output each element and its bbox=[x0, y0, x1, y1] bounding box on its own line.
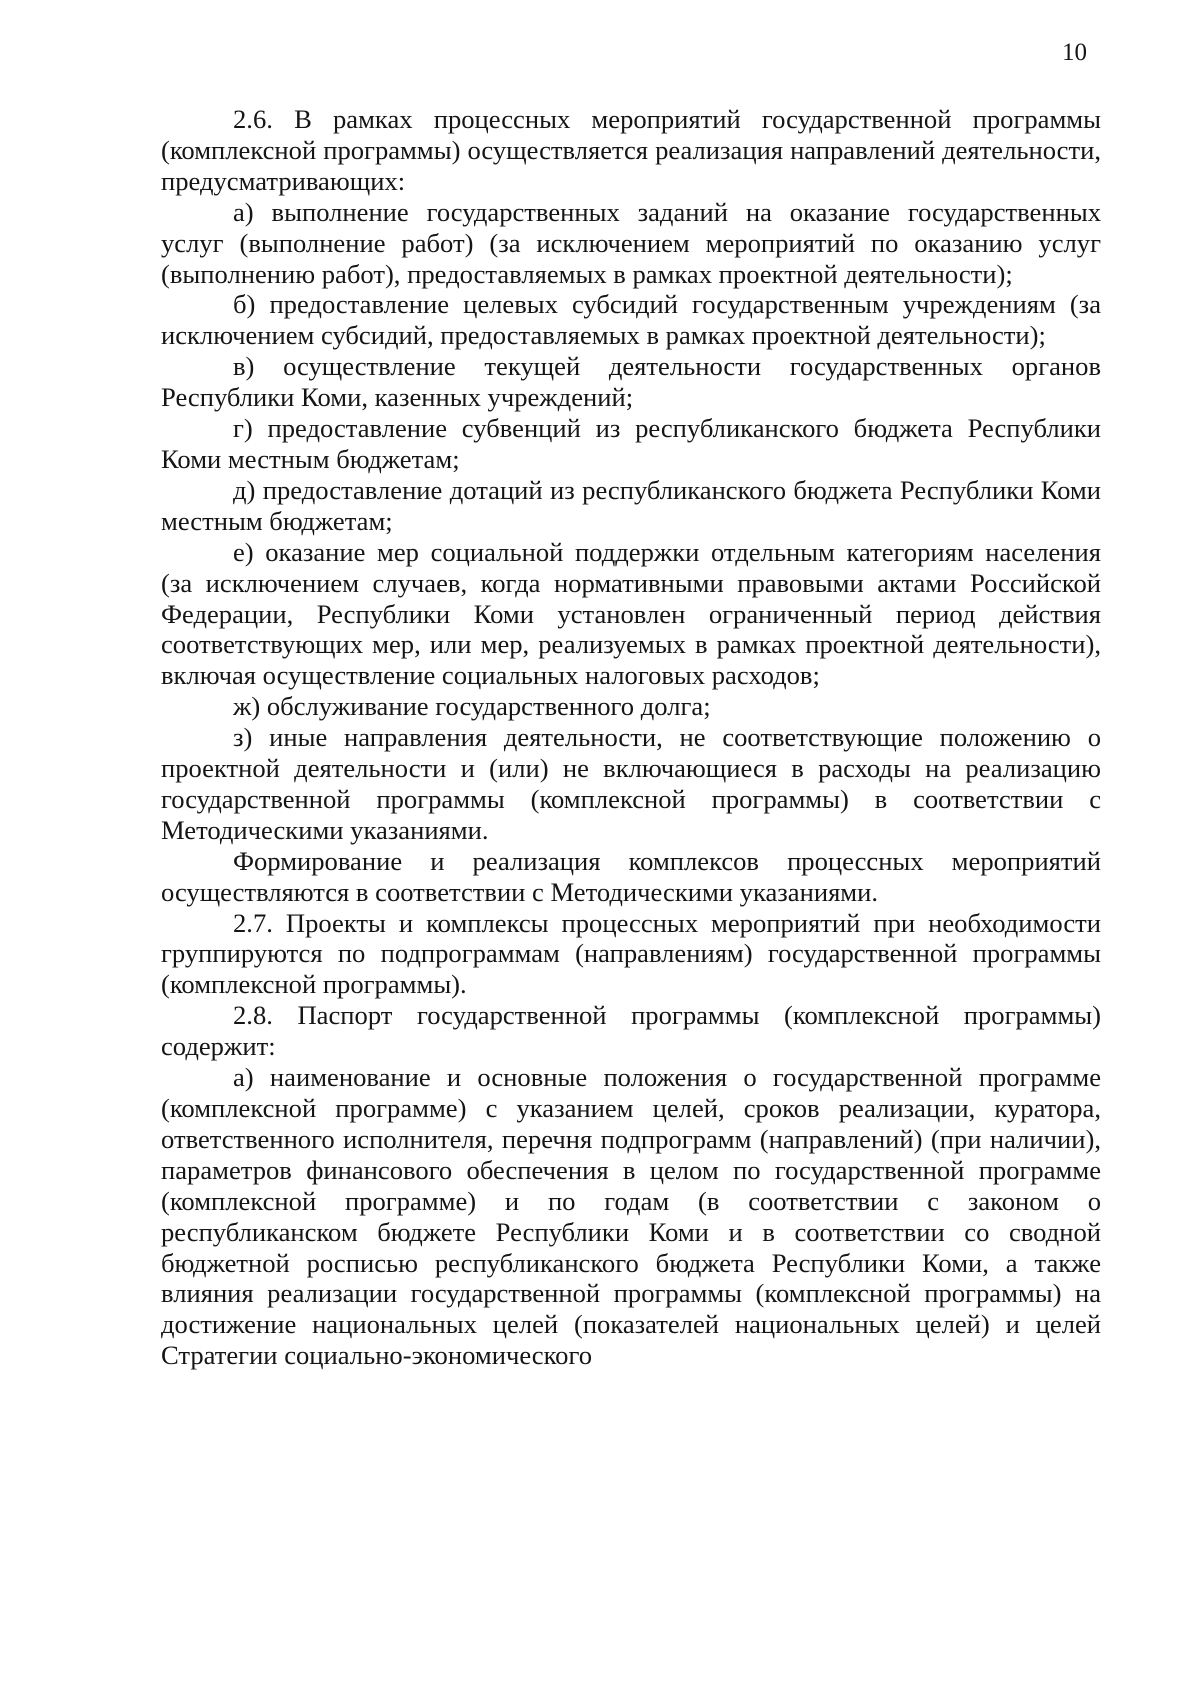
list-item-b: б) предоставление целевых субсидий государственным учреждениям (за исключением субсидий, предоставляемых в рамках проектной деятельности); bbox=[161, 289, 1101, 351]
list-item-z: з) иные направления деятельности, не соответствующие положению о проектной деятельности и (или) не включающиеся в расходы на реализацию государственной программы (комплексной программы) в соответствии с Методическими указаниями. bbox=[161, 722, 1101, 845]
paragraph-2-7: 2.7. Проекты и комплексы процессных мероприятий при необходимости группируются по подпрограммам (направлениям) государственной программы (комплексной программы). bbox=[161, 907, 1101, 1000]
paragraph-formation: Формирование и реализация комплексов процессных мероприятий осуществляются в соответствии с Методическими указаниями. bbox=[161, 845, 1101, 907]
list-item-zh: ж) обслуживание государственного долга; bbox=[233, 691, 711, 722]
list-item-d: д) предоставление дотаций из республиканского бюджета Республики Коми местным бюджетам; bbox=[161, 474, 1101, 536]
list-item-a-passport: а) наименование и основные положения о государственной программе (комплексной программе) с указанием целей, сроков реализации, куратора, ответственного исполнителя, перечня подпрограмм (направлений) (при наличии), параметров финансового обеспечения в целом по государственной программе (комплексной программе) и по годам (в соответствии с законом о республиканском бюджете Республики Коми и в соответствии со сводной бюджетной росписью республиканского бюджета Республики Коми, а также влияния реализации государственной программы (комплексной программы) на достижение национальных целей (показателей национальных целей) и целей Стратегии социально-экономического bbox=[161, 1062, 1101, 1371]
list-item-v: в) осуществление текущей деятельности государственных органов Республики Коми, казенных учреждений; bbox=[161, 351, 1101, 413]
document-body bbox=[161, 104, 1101, 1371]
list-item-g: г) предоставление субвенций из республиканского бюджета Республики Коми местным бюджетам; bbox=[161, 413, 1101, 474]
page-number: 10 bbox=[1062, 39, 1087, 66]
list-item-e: е) оказание мер социальной поддержки отдельным категориям населения (за исключением случаев, когда нормативными правовыми актами Российской Федерации, Республики Коми установлен ограниченный период действия соответствующих мер, или мер, реализуемых в рамках проектной деятельности), включая осуществление социальных налоговых расходов; bbox=[161, 536, 1101, 691]
paragraph-2-8: 2.8. Паспорт государственной программы (комплексной программы) содержит: bbox=[161, 1000, 1101, 1062]
paragraph-2-6: 2.6. В рамках процессных мероприятий государственной программы (комплексной программы) осуществляется реализация направлений деятельности, предусматривающих: bbox=[161, 104, 1101, 196]
list-item-a: а) выполнение государственных заданий на оказание государственных услуг (выполнение работ) (за исключением мероприятий по оказанию услуг (выполнению работ), предоставляемых в рамках проектной деятельности); bbox=[161, 196, 1101, 289]
